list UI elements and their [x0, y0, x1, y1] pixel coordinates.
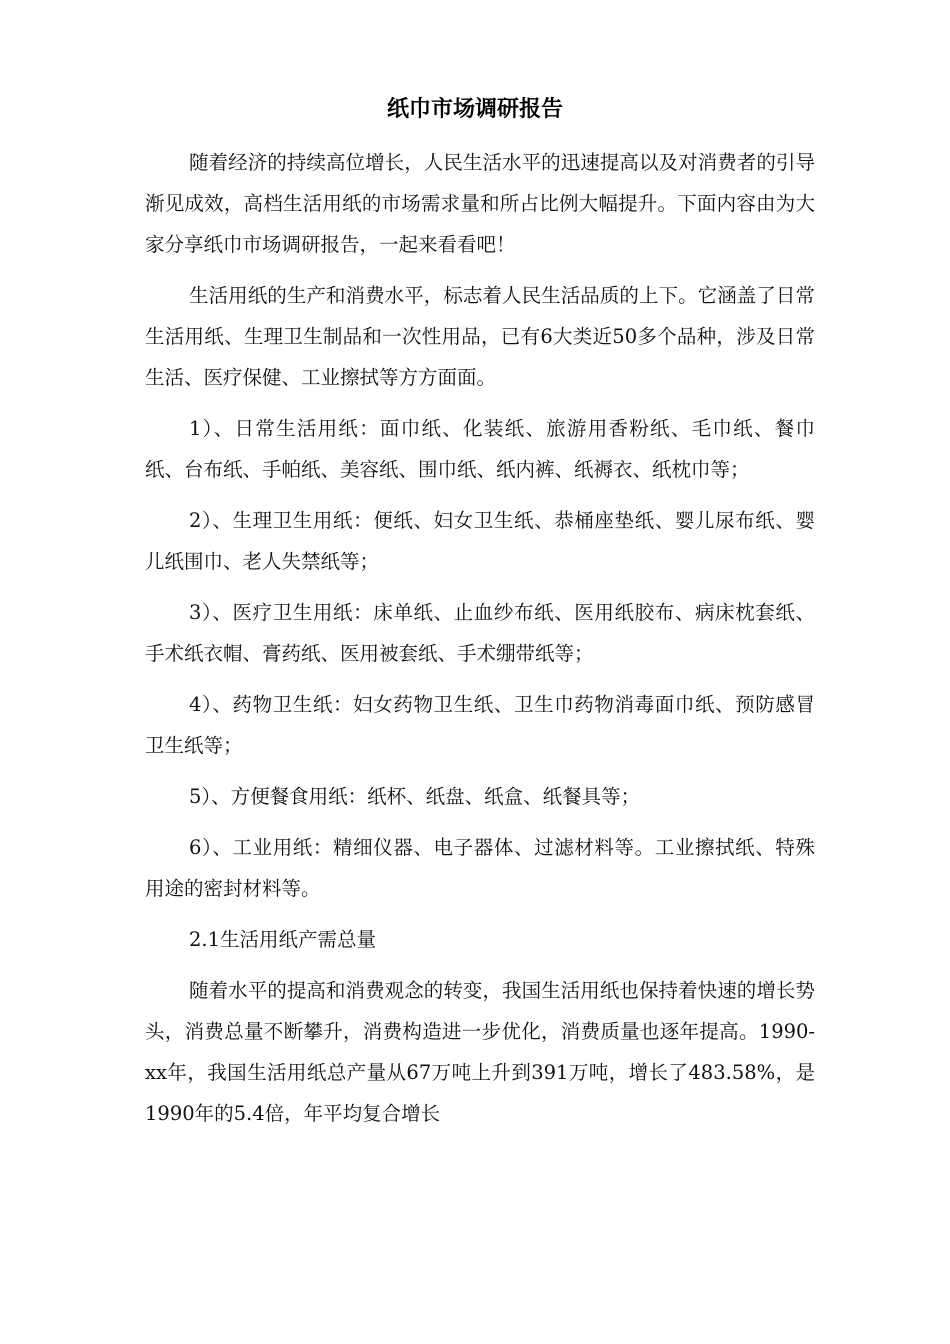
paragraph-overview: 生活用纸的生产和消费水平，标志着人民生活品质的上下。它涵盖了日常生活用纸、生理卫生制品和一次性用品，已有6大类近50多个品种，涉及日常生活、医疗保健、工业擦拭等方方面面。 — [145, 284, 815, 389]
paragraph-item-6: 6）、工业用纸：精细仪器、电子器体、过滤材料等。工业擦拭纸、特殊用途的密封材料等。 — [145, 836, 815, 900]
paragraph-item-3: 3）、医疗卫生用纸：床单纸、止血纱布纸、医用纸胶布、病床枕套纸、手术纸衣帽、膏药纸、医用被套纸、手术绷带纸等； — [145, 601, 815, 665]
paragraph-item-5: 5）、方便餐食用纸：纸杯、纸盘、纸盒、纸餐具等； — [189, 785, 641, 808]
paragraph-section-body: 随着水平的提高和消费观念的转变，我国生活用纸也保持着快速的增长势头，消费总量不断攀升，消费构造进一步优化，消费质量也逐年提高。1990-xx年，我国生活用纸总产量从67万吨上升到391万吨，增长了483.58%，是1990年的5.4倍，年平均复合增长 — [145, 979, 815, 1125]
paragraph-intro: 随着经济的持续高位增长，人民生活水平的迅速提高以及对消费者的引导渐见成效，高档生活用纸的市场需求量和所占比例大幅提升。下面内容由为大家分享纸巾市场调研报告，一起来看看吧！ — [145, 151, 815, 256]
document-body — [145, 142, 815, 1144]
paragraph-item-1: 1）、日常生活用纸：面巾纸、化装纸、旅游用香粉纸、毛巾纸、餐巾纸、台布纸、手帕纸、美容纸、围巾纸、纸内裤、纸褥衣、纸枕巾等； — [145, 417, 815, 481]
section-heading: 2.1生活用纸产需总量 — [189, 928, 377, 951]
paragraph-item-2: 2）、生理卫生用纸：便纸、妇女卫生纸、恭桶座垫纸、婴儿尿布纸、婴儿纸围巾、老人失禁纸等； — [145, 509, 815, 573]
paragraph-item-4: 4）、药物卫生纸：妇女药物卫生纸、卫生巾药物消毒面巾纸、预防感冒卫生纸等； — [145, 693, 815, 757]
document-title: 纸巾市场调研报告 — [386, 97, 563, 122]
